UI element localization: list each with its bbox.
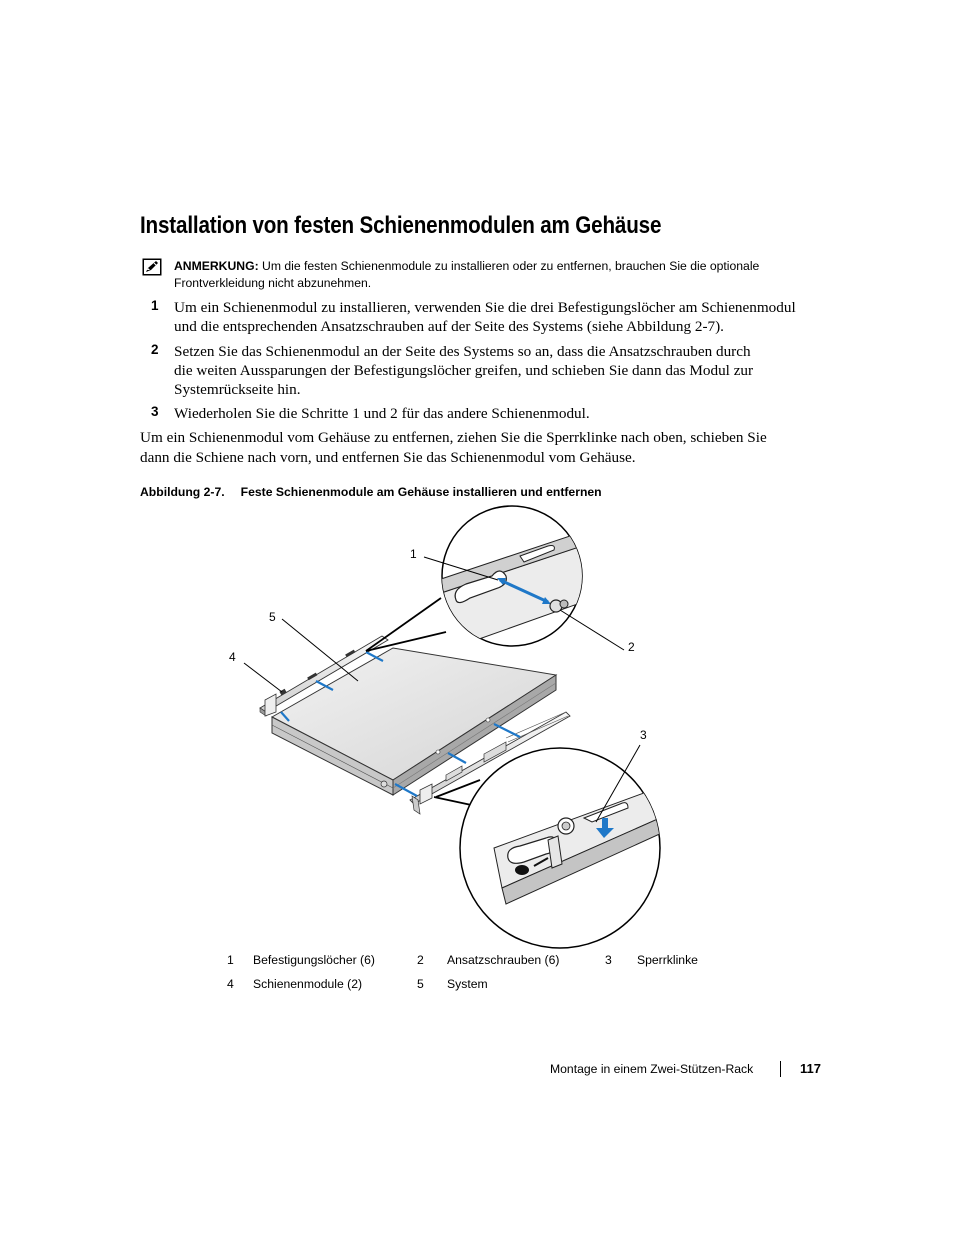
step-line: Setzen Sie das Schienenmodul an der Seite des Systems so an, dass die Ansatzschrauben durch [174, 343, 751, 360]
legend-num: 2 [417, 953, 424, 967]
callout-3: 3 [640, 728, 647, 742]
callout-4: 4 [229, 650, 236, 664]
legend-num: 1 [227, 953, 234, 967]
step-line: Systemrückseite hin. [174, 381, 301, 398]
step-line: Wiederholen Sie die Schritte 1 und 2 für das andere Schienenmodul. [174, 405, 590, 422]
paragraph-line: dann die Schiene nach vorn, und entfernen Sie das Schienenmodul vom Gehäuse. [140, 448, 636, 466]
figure-title: Feste Schienenmodule am Gehäuse installieren und entfernen [240, 485, 602, 499]
callout-5: 5 [269, 610, 276, 624]
step-line: die weiten Aussparungen der Befestigungslöcher greifen, und schieben Sie dann das Modul zur [174, 362, 754, 379]
legend-text: Befestigungslöcher (6) [253, 953, 375, 967]
legend-text: System [447, 977, 488, 991]
note-line-1: Um die festen Schienenmodule zu installieren oder zu entfernen, brauchen Sie die optionale [258, 259, 760, 273]
paragraph-line: Um ein Schienenmodul vom Gehäuse zu entfernen, ziehen Sie die Sperrklinke nach oben, schieben Sie [140, 429, 767, 446]
note-label: ANMERKUNG: [174, 259, 259, 273]
legend-text: Ansatzschrauben (6) [447, 953, 560, 967]
detail-view-mounting-holes [420, 506, 600, 660]
legend-num: 4 [227, 977, 234, 991]
legend-num: 3 [605, 953, 612, 967]
legend-num: 5 [417, 977, 424, 991]
footer-divider [780, 1061, 781, 1077]
page-number: 117 [800, 1061, 821, 1076]
figure-label: Abbildung 2-7. [140, 485, 225, 499]
step-line: und die entsprechenden Ansatzschrauben auf der Seite des Systems (siehe Abbildung 2-7). [174, 318, 724, 335]
callout-2: 2 [628, 640, 635, 654]
step-number: 2 [151, 342, 159, 357]
step-line: Um ein Schienenmodul zu installieren, verwenden Sie die drei Befestigungslöcher am Schienenmodul [174, 299, 796, 316]
footer-section-title: Montage in einem Zwei-Stützen-Rack [550, 1062, 754, 1076]
step-number: 1 [151, 298, 159, 313]
callout-1: 1 [410, 547, 417, 561]
legend-text: Sperrklinke [637, 953, 698, 967]
page-title: Installation von festen Schienenmodulen am Gehäuse [140, 212, 662, 239]
legend-text: Schienenmodule (2) [253, 977, 363, 991]
note-line-2: Frontverkleidung nicht abzunehmen. [174, 275, 372, 290]
step-number: 3 [151, 404, 159, 419]
detail-view-latch [460, 748, 664, 948]
